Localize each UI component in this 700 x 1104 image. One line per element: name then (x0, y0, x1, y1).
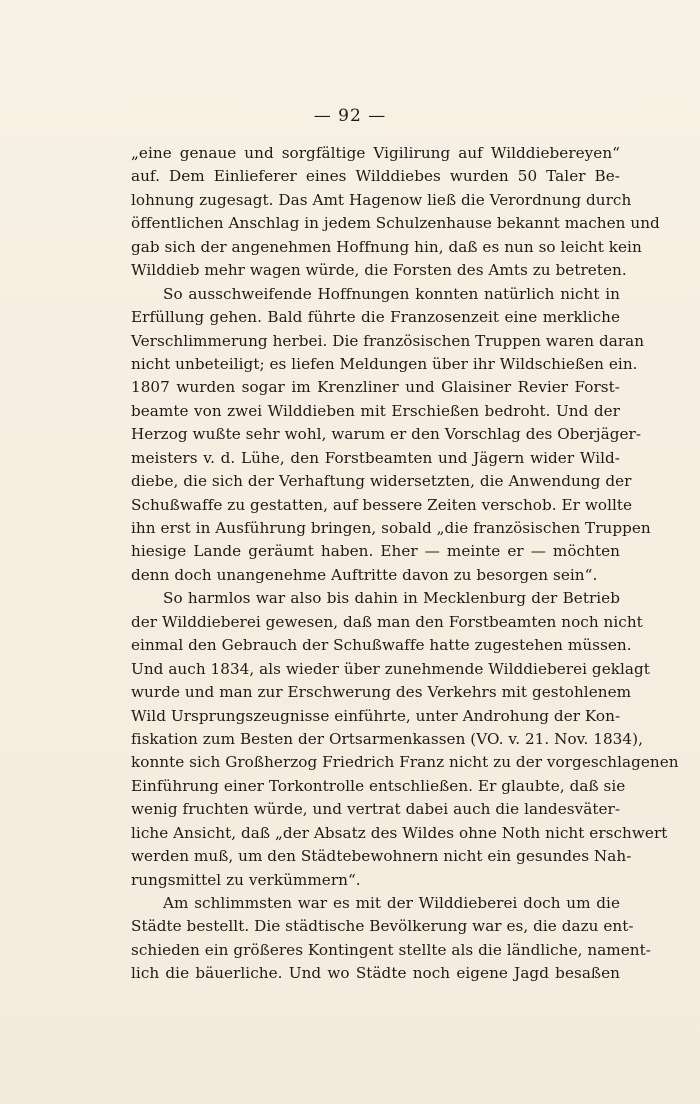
text-line: Städte bestellt. Die städtische Bevölkerung war es, die dazu ent- (131, 917, 634, 936)
body-text (131, 142, 679, 986)
text-line: hiesige Lande geräumt haben. Eher — meinte er — möchten (131, 542, 620, 561)
text-line: Herzog wußte sehr wohl, warum er den Vorschlag des Oberjäger- (131, 425, 642, 444)
text-line: auf. Dem Einlieferer eines Wilddiebes wurden 50 Taler Be- (131, 167, 620, 186)
text-line: werden muß, um den Städtebewohnern nicht ein gesundes Nah- (131, 847, 632, 866)
text-line: So ausschweifende Hoffnungen konnten natürlich nicht in (163, 284, 620, 303)
text-line: ihn erst in Ausführung bringen, sobald „die französischen Truppen (131, 519, 651, 537)
text-line: Verschlimmerung herbei. Die französischen Truppen waren daran (131, 331, 645, 350)
text-line: nicht unbeteiligt; es liefen Meldungen über ihr Wildschießen ein. (131, 354, 638, 373)
paragraph (131, 142, 660, 283)
text-line: der Wilddieberei gewesen, daß man den Forstbeamten noch nicht (131, 612, 643, 631)
text-line: liche Ansicht, daß „der Absatz des Wildes ohne Noth nicht erschwert (131, 823, 668, 842)
text-line: Erfüllung gehen. Bald führte die Franzosenzeit eine merkliche (131, 308, 620, 327)
text-line: fiskation zum Besten der Ortsarmenkassen (VO. v. 21. Nov. 1834), (131, 729, 643, 748)
text-line: „eine genaue und sorgfältige Vigilirung auf Wilddiebereyen“ (131, 144, 620, 162)
text-line: So harmlos war also bis dahin in Mecklenburg der Betrieb (163, 589, 620, 608)
text-line: Wild Ursprungszeugnisse einführte, unter Androhung der Kon- (131, 706, 621, 725)
text-line: wenig fruchten würde, und vertrat dabei auch die landesväter- (131, 800, 620, 819)
text-line: beamte von zwei Wilddieben mit Erschießen bedroht. Und der (131, 401, 620, 420)
text-line: rungsmittel zu verkümmern“. (131, 870, 361, 889)
paragraph (131, 892, 651, 986)
text-line: konnte sich Großherzog Friedrich Franz nicht zu der vorgeschlagenen (131, 753, 679, 772)
text-line: Einführung einer Torkontrolle entschließen. Er glaubte, daß sie (131, 776, 626, 795)
text-line: gab sich der angenehmen Hoffnung hin, daß es nun so leicht kein (131, 237, 642, 256)
text-line: Am schlimmsten war es mit der Wilddieberei doch um die (163, 894, 620, 912)
text-line: wurde und man zur Erschwerung des Verkehrs mit gestohlenem (131, 683, 632, 702)
text-line: meisters v. d. Lühe, den Forstbeamten und Jägern wider Wild- (131, 448, 620, 467)
text-line: einmal den Gebrauch der Schußwaffe hatte zugestehen müssen. (131, 636, 632, 655)
text-line: 1807 wurden sogar im Krenzliner und Glaisiner Revier Forst- (131, 378, 620, 397)
text-line: öffentlichen Anschlag in jedem Schulzenhause bekannt machen und (131, 214, 660, 233)
text-line: denn doch unangenehme Auftritte davon zu besorgen sein“. (131, 565, 598, 584)
page-number: — 92 — (313, 106, 387, 126)
paragraph (131, 283, 651, 588)
text-line: Und auch 1834, als wieder über zunehmende Wilddieberei geklagt (131, 659, 650, 678)
text-line: schieden ein größeres Kontingent stellte als die ländliche, nament- (131, 940, 651, 959)
text-line: diebe, die sich der Verhaftung widersetzten, die Anwendung der (131, 472, 632, 491)
text-line: Wilddieb mehr wagen würde, die Forsten des Amts zu betreten. (131, 261, 627, 280)
text-line: Schußwaffe zu gestatten, auf bessere Zeiten verschob. Er wollte (131, 495, 633, 514)
paragraph (131, 587, 679, 892)
text-line: lich die bäuerliche. Und wo Städte noch eigene Jagd besaßen (131, 964, 620, 983)
text-line: lohnung zugesagt. Das Amt Hagenow ließ die Verordnung durch (131, 190, 632, 209)
